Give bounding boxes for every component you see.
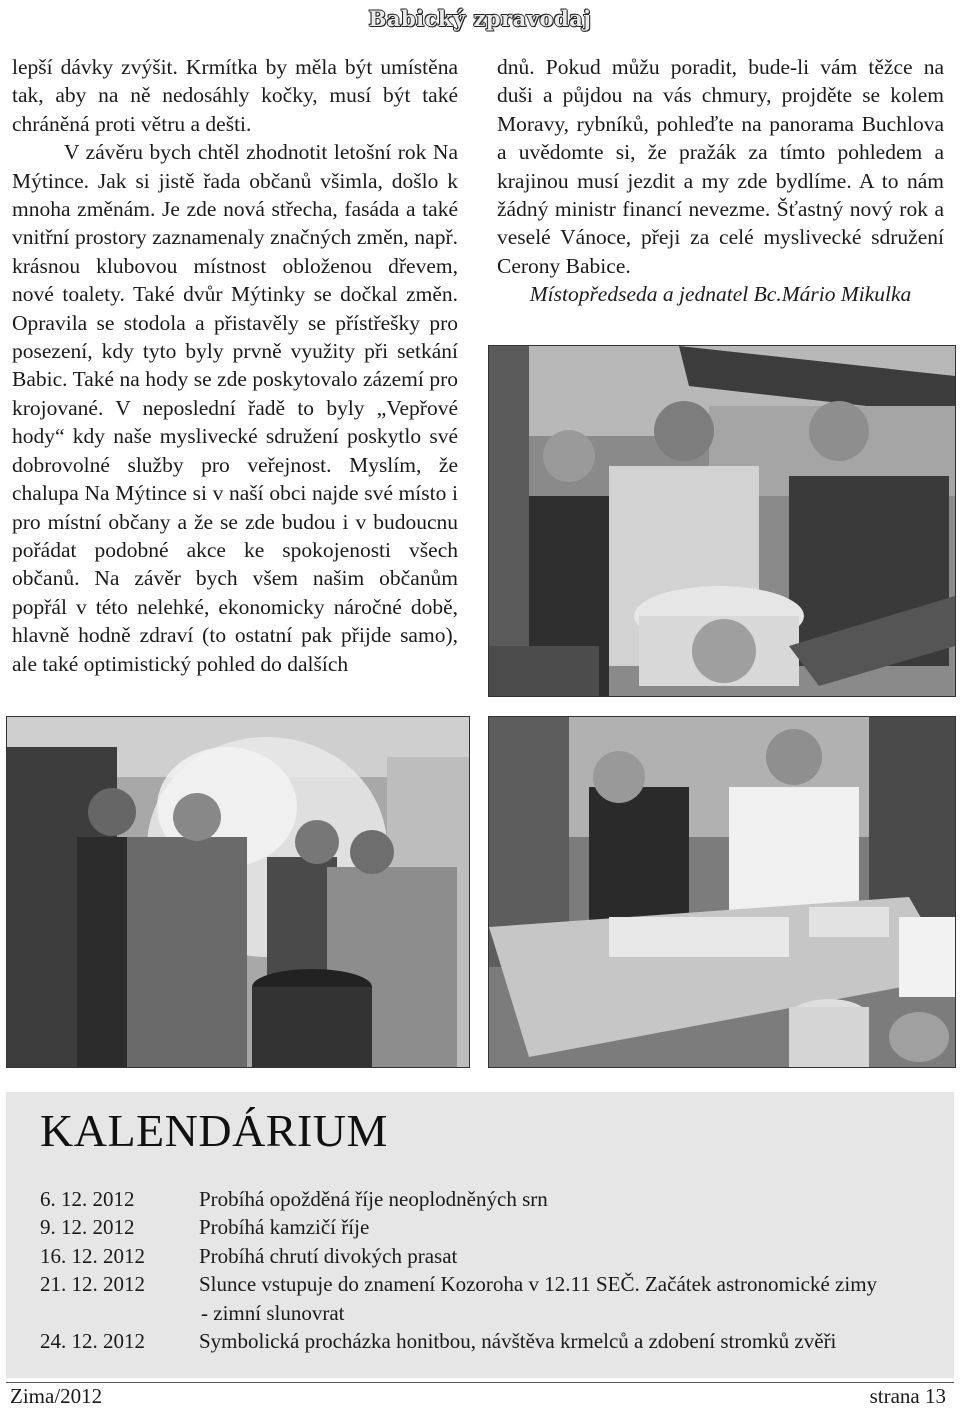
event-date: 16. 12. 2012 [40,1243,145,1268]
paragraph: dnů. Pokud můžu poradit, bude-li vám těžce na duši a půjdou na vás chmury, projděte se kolem Moravy, rybníků, pohleďte na panorama Buchlova a uvědomte si, že pražák za tímto pohledem a krajinou musí jezdit a my zde bydlíme. A to nám žádný ministr financí nevezme. Šťastný nový rok a veselé Vánoce, přeji za celé myslivecké sdružení Cerony Babice. [497,55,944,278]
left-text-column [12,53,458,678]
photo-men-at-tub [488,345,956,697]
masthead-title: Babický zpravodaj [368,6,592,31]
kalendarium-title: KALENDÁRIUM [40,1105,388,1156]
event-date: 9. 12. 2012 [40,1215,135,1240]
paragraph: V závěru bych chtěl zhodnotit letošní rok Na Mýtince. Jak si jistě řada občanů všimla, došlo k mnoha změnám. Je zde nová střecha, fasáda a také vnitřní prostory zaznamenaly značných změn, např. krásnou klubovou místnost obloženou dřevem, nové toalety. Také dvůr Mýtinky se dočkal změn. Opravila se stodola a přistavěly se přístřešky pro posezení, kdy tyto byly prvně využity při setkání Babic. Také na hody se zde poskytovalo zázemí pro krojované. V neposlední řadě to byly „Vepřové hody“ kdy naše myslivecké sdružení poskytlo své dobrovolné služby pro veřejnost. Myslím, že chalupa Na Mýtince si v naší obci najde své místo i pro místní občany a že se zde budou i v budoucnu pořádat podobné akce ke spokojenosti všech občanů. Na závěr bych všem našim občanům popřál v této nelehké, ekonomicky náročné době, hlavně hodně zdraví (to ostatní pak přijde samo), ale také optimistický pohled do dalších [12,140,458,676]
kalendarium-row [40,1213,945,1241]
event-text: Symbolická procházka honitbou, návštěva krmelců a zdobení stromků zvěři [199,1329,837,1354]
kalendarium-row [40,1327,945,1355]
photo-steaming-cauldron [6,716,470,1068]
kalendarium-box [6,1092,954,1378]
event-date: 24. 12. 2012 [40,1329,145,1354]
kalendarium-row [40,1242,945,1270]
kalendarium-row-continuation [40,1299,945,1327]
event-text: Probíhá chrutí divokých prasat [199,1243,458,1268]
event-date: 21. 12. 2012 [40,1272,145,1297]
event-text-continuation: - zimní slunovrat [201,1300,345,1325]
event-text: Probíhá opožděná říje neoplodněných srn [199,1187,548,1211]
kalendarium-list [40,1185,945,1355]
footer-issue: Zima/2012 [10,1384,103,1408]
right-text-column [497,53,944,309]
event-date: 6. 12. 2012 [40,1187,135,1211]
kalendarium-row [40,1185,945,1213]
event-text: Slunce vstupuje do znamení Kozoroha v 12.11 SEČ. Začátek astronomické zimy [199,1272,878,1297]
event-text: Probíhá kamzičí říje [199,1215,370,1240]
paragraph: lepší dávky zvýšit. Krmítka by měla být umístěna tak, aby na ně nedosáhly kočky, musí být také chráněná proti větru a dešti. [12,55,458,136]
photo-butchering-table [488,716,956,1068]
signature: Místopředseda a jednatel Bc.Mário Mikulka [529,282,912,307]
kalendarium-row [40,1270,945,1298]
footer-page-number: strana 13 [869,1384,946,1408]
footer-divider [6,1382,954,1383]
